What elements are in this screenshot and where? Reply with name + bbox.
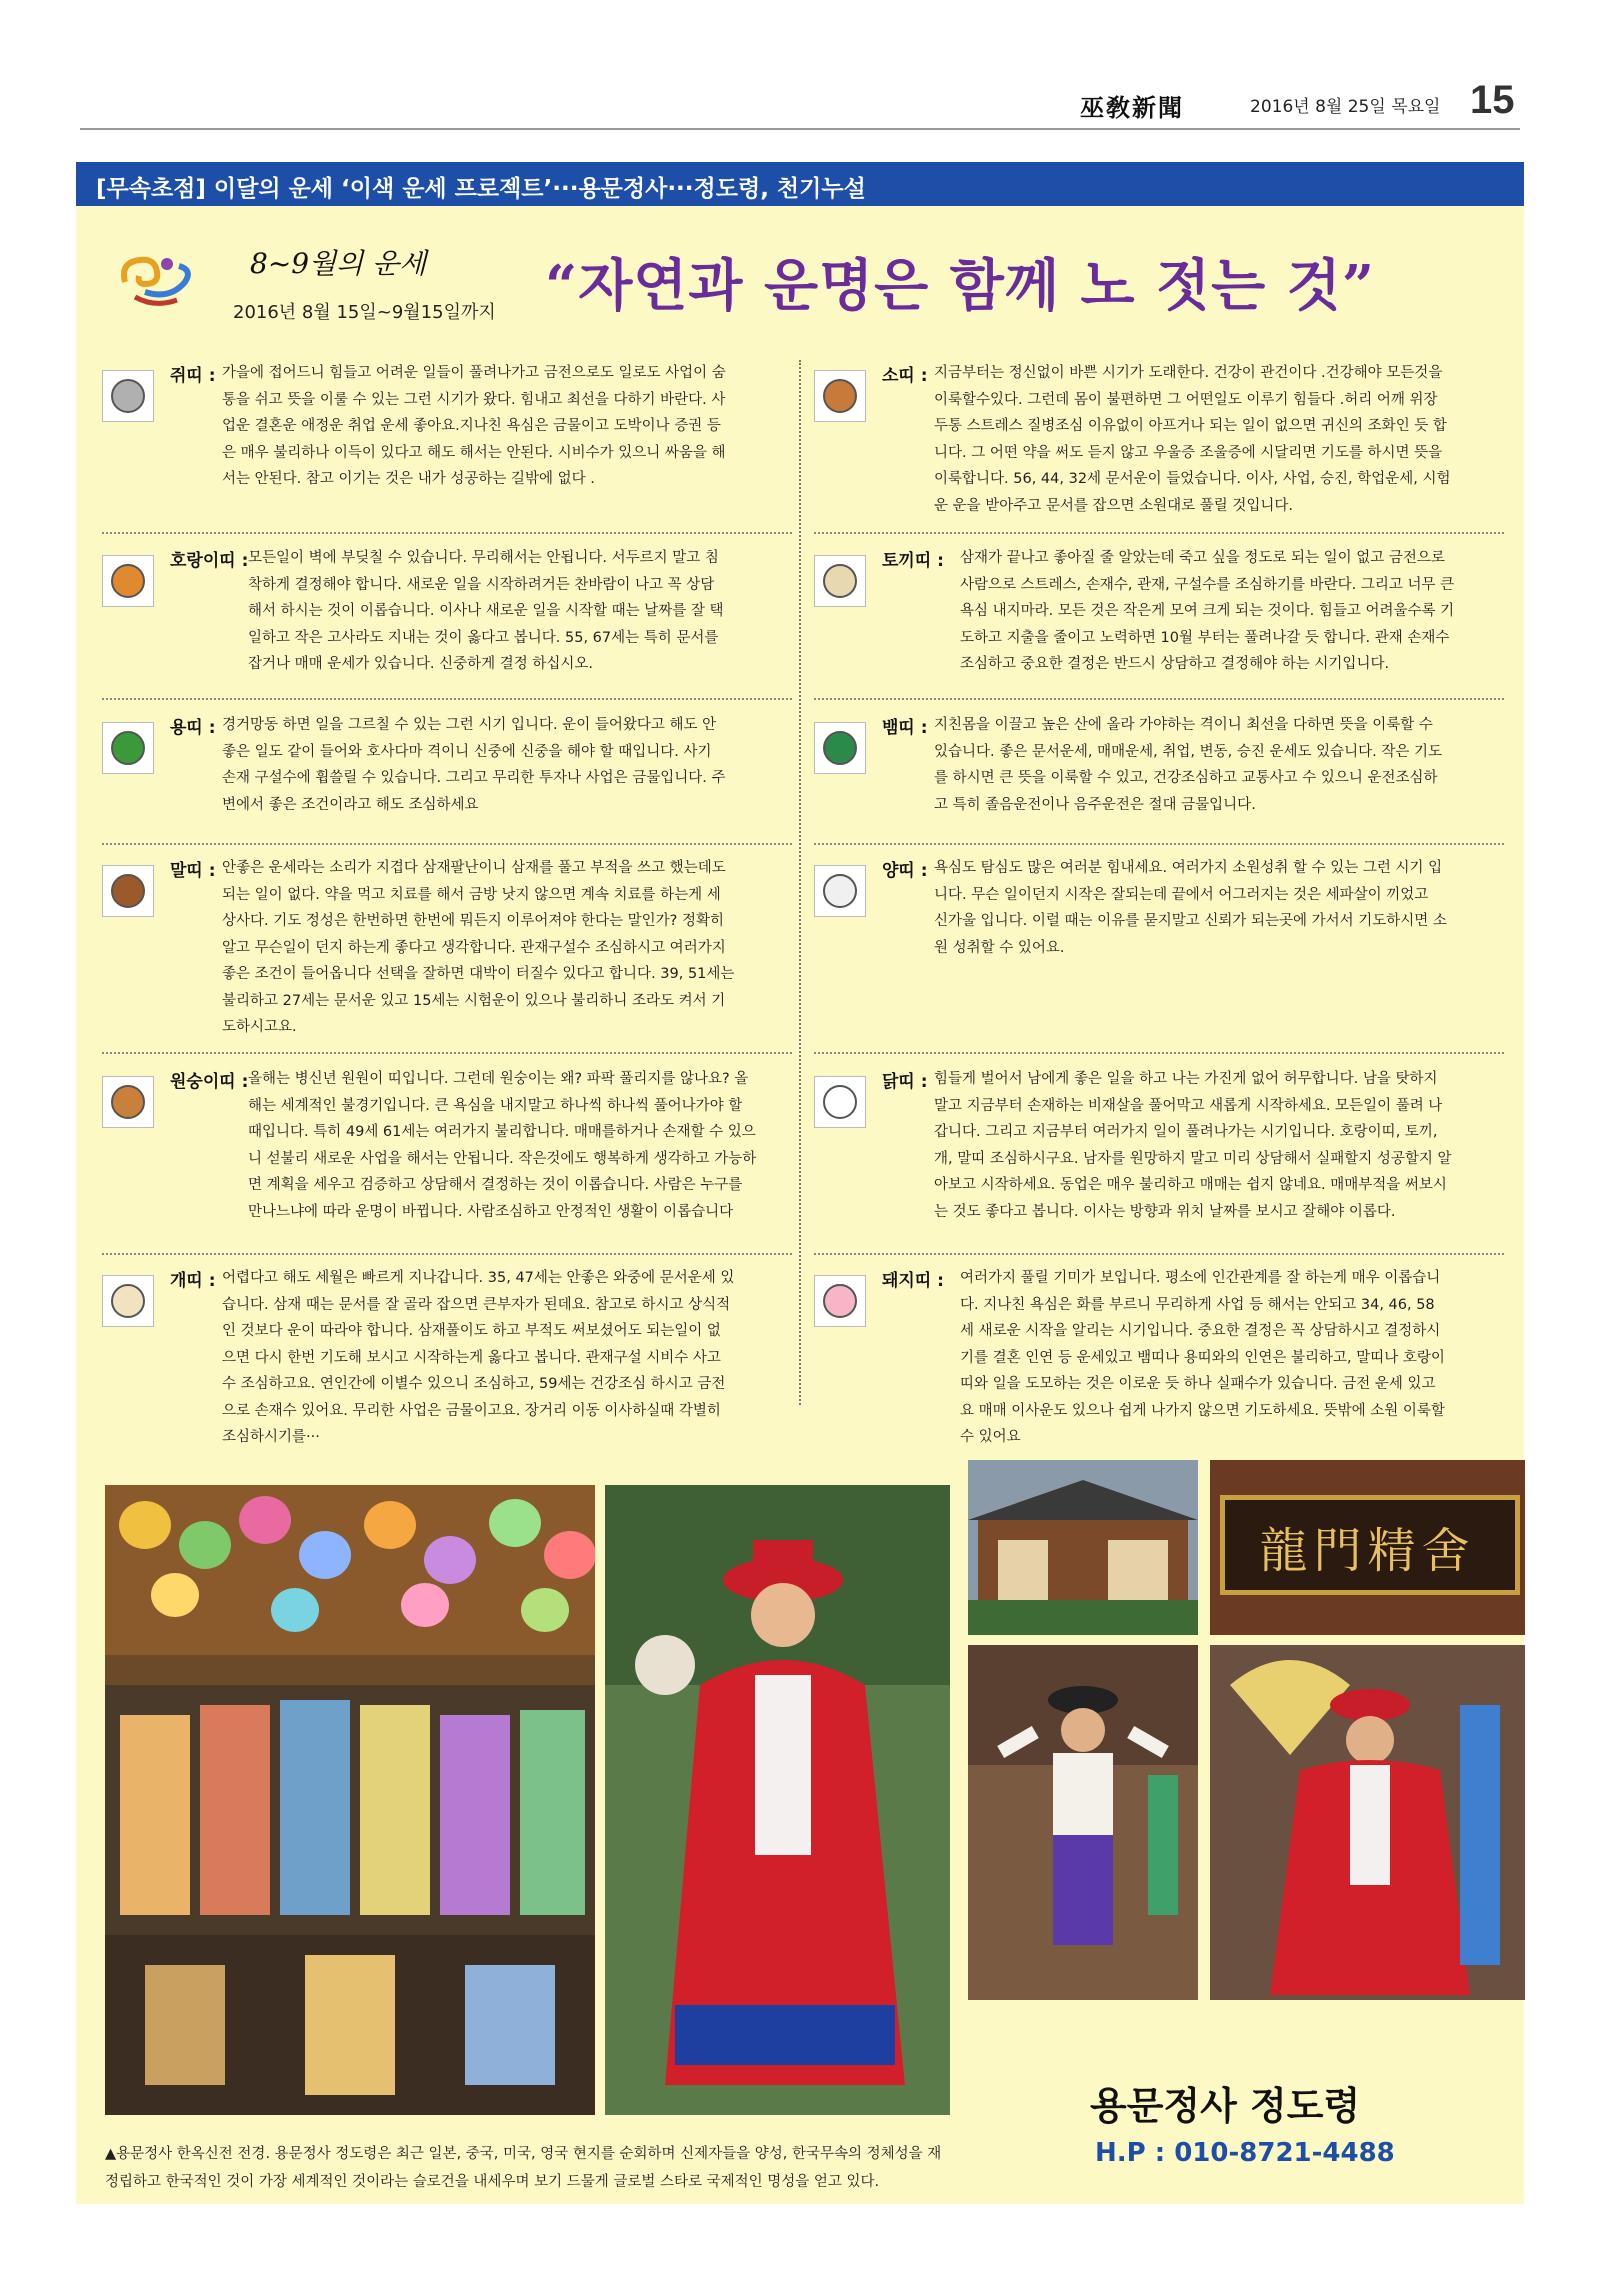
fortune-line: 를 하시면 큰 뜻을 이룩할 수 있고, 건강조심하고 교통사고 수 있으니 운전조심하: [934, 770, 1438, 786]
entry-separator: [102, 843, 792, 845]
fortune-line: 으로 손재수 있어요. 무리한 사업은 금물이고요. 장거리 이동 이사하실때 각별히: [222, 1402, 721, 1419]
fortune-line: 도하시고요.: [222, 1019, 297, 1035]
fortune-line: 여러가지 풀릴 기미가 보입니다. 평소에 인간관계를 잘 하는게 매우 이롭습니: [960, 1270, 1441, 1286]
fortune-text: [934, 712, 1484, 818]
fortune-text: [960, 1265, 1484, 1451]
fortune-line: 니다. 그 어떤 약을 써도 듣지 않고 우울증 조울증에 시달리면 기도를 하시면 뜻을: [934, 444, 1443, 461]
fortune-line: 올해는 병신년 원원이 띠입니다. 그런데 원숭이는 왜? 파팍 풀리지를 않나요? 올: [248, 1071, 749, 1087]
fortune-line: 서는 안된다. 참고 이기는 것은 내가 성공하는 길밖에 없다 .: [222, 471, 595, 487]
fortune-line: 이룩합니다. 56, 44, 32세 문서운이 들었습니다. 이사, 사업, 승진, 학업운세, 시험: [934, 471, 1451, 487]
fortune-line: 두통 스트레스 질병조심 이유없이 아프거나 되는 일이 없으면 귀신의 조화인 듯 합: [934, 418, 1447, 434]
fortune-line: 지친몸을 이끌고 높은 산에 올라 가야하는 격이니 최선을 다하면 뜻을 이룩할 수: [934, 717, 1433, 733]
zodiac-name: 쥐띠 :: [170, 366, 216, 386]
fortune-line: 모든일이 벽에 부딪칠 수 있습니다. 무리해서는 안됩니다. 서두르지 말고 침: [248, 550, 719, 566]
entry-separator: [814, 1052, 1504, 1054]
fortune-line: 경거망동 하면 일을 그르칠 수 있는 그런 시기 입니다. 운이 들어왔다고 해도 안: [222, 717, 717, 733]
fortune-line: 세 새로운 시작을 알리는 시기입니다. 중요한 결정은 꼭 상담하시고 결정하시: [960, 1323, 1441, 1339]
zodiac-name: 용띠 :: [170, 718, 216, 738]
issue-date: 2016년 8월 25일 목요일: [1250, 97, 1441, 117]
fortune-line: 때입니다. 특히 49세 61세는 여러가지 불리합니다. 매매를하거나 손재할 수 있으: [248, 1124, 756, 1140]
fortune-line: 기를 결혼 인연 등 운세있고 뱀띠나 용띠와의 인연은 불리하고, 말띠나 호랑이: [960, 1349, 1445, 1366]
zodiac-face: [823, 1284, 857, 1318]
entry-separator: [814, 532, 1504, 534]
fortune-line: 일하고 작은 고사라도 지내는 것이 옳다고 봅니다. 55, 67세는 특히 문서를: [248, 629, 719, 646]
entry-separator: [102, 1253, 792, 1255]
fortune-line: 이룩할수있다. 그런데 몸이 불편하면 그 어떤일도 이루기 힘들다 .허리 어깨 위장: [934, 391, 1438, 408]
fortune-line: 수 있어요: [960, 1429, 1021, 1445]
fortune-line: 힘들게 벌어서 남에게 좋은 일을 하고 나는 가진게 없어 허무합니다. 남을 탓하지: [934, 1071, 1438, 1087]
zodiac-face: [823, 874, 857, 908]
fortune-line: 수 조심하고요. 연인간에 이별수 있으니 조심하고, 59세는 건강조심 하시고 금전: [222, 1376, 726, 1392]
zodiac-face: [111, 731, 145, 765]
shaman-name: 용문정사 정도령: [1090, 2084, 1361, 2128]
rat-icon: [102, 370, 154, 422]
fortune-line: 니 섣불리 새로운 사업을 해서는 안됩니다. 작은것에도 행복하게 생각하고 가능하: [248, 1150, 757, 1167]
page-number: 15: [1470, 78, 1515, 122]
hanok-building-photo: [968, 1460, 1198, 1635]
zodiac-name: 호랑이띠 :: [170, 551, 249, 571]
cloud-swirl-logo-icon: [115, 242, 195, 312]
masthead: 巫敎新聞: [1080, 93, 1184, 122]
fortune-line: 원 성취할 수 있어요.: [934, 939, 1065, 956]
banner-title: [무속초점] 이달의 운세 ‘이색 운세 프로젝트’···용문정사···정도령, 천기누설: [96, 176, 866, 202]
tiger-icon: [102, 555, 154, 607]
fortune-line: 상사다. 기도 정성은 한번하면 한번에 뭐든지 이루어져야 한다는 말인가? 정확히: [222, 913, 725, 929]
photo-caption-line-2: 정립하고 한국적인 것이 가장 세계적인 것이라는 슬로건을 내세우며 보기 드물게 글로벌 스타로 국제적인 명성을 얻고 있다.: [105, 2174, 880, 2190]
zodiac-name: 돼지띠 :: [882, 1271, 944, 1291]
fortune-text: [934, 855, 1484, 961]
fortune-subtitle: 8~9월의 운세: [250, 247, 427, 280]
entry-separator: [814, 698, 1504, 700]
fortune-line: 습니다. 삼재 때는 문서를 잘 골라 잡으면 큰부자가 된데요. 참고로 하시고 상식적: [222, 1296, 731, 1313]
zodiac-name: 개띠 :: [170, 1271, 216, 1291]
ox-icon: [814, 370, 866, 422]
fortune-line: 요 매매 이사운도 있으나 쉽게 나가지 않으면 기도하세요. 뜻밖에 소원 이룩할: [960, 1402, 1445, 1419]
shrine-interior-photo: [105, 1485, 595, 2115]
header-rule: [80, 128, 1520, 130]
entry-separator: [814, 1253, 1504, 1255]
column-divider: [799, 360, 801, 1405]
fortune-line: 다. 지나친 욕심은 화를 부르니 무리하게 사업 등 해서는 안되고 34, 46, 58: [960, 1296, 1435, 1313]
fortune-line: 도하고 지출을 줄이고 노력하면 10월 부터는 풀려나갈 듯 합니다. 관재 손재수: [960, 629, 1450, 646]
fortune-text: [222, 1265, 768, 1451]
fortune-line: 만나느냐에 따라 운명이 바뀝니다. 사람조심하고 안정적인 생활이 이롭습니다: [248, 1203, 734, 1220]
fortune-line: 은 매우 불리하나 이득이 있다고 해도 해서는 안된다. 시비수가 있으니 싸움을 해: [222, 444, 726, 461]
fortune-line: 으면 다시 한번 기도해 보시고 시작하는게 옳다고 봅니다. 관재구설 시비수 사고: [222, 1349, 721, 1366]
fortune-line: 알고 무슨일이 던지 하는게 좋다고 생각합니다. 관재구설수 조심하시고 여러가지: [222, 939, 726, 956]
sheep-icon: [814, 865, 866, 917]
zodiac-face: [111, 1284, 145, 1318]
fortune-text: [960, 545, 1484, 678]
dragon-icon: [102, 722, 154, 774]
entry-separator: [814, 843, 1504, 845]
rooster-icon: [814, 1076, 866, 1128]
headline: “자연과 운명은 함께 노 젓는 것”: [545, 253, 1376, 319]
fortune-line: 통을 쉬고 뜻을 이룰 수 있는 그런 시기가 왔다. 힘내고 최선을 다하기 바란다. 사: [222, 391, 726, 408]
zodiac-name: 말띠 :: [170, 861, 216, 881]
fortune-line: 아보고 시작하세요. 동업은 매우 불리하고 매매는 쉽지 않네요. 매매부적을 써보시: [934, 1177, 1447, 1193]
zodiac-name: 토끼띠 :: [882, 551, 944, 571]
zodiac-name: 닭띠 :: [882, 1072, 928, 1092]
fortune-text: [934, 1066, 1484, 1225]
fortune-line: 사람으로 스트레스, 손재수, 관재, 구설수를 조심하기를 바란다. 그리고 너무 큰: [960, 576, 1455, 593]
signboard-text: 龍門精舍: [1259, 1523, 1476, 1579]
fortune-line: 좋은 일도 같이 들어와 호사다마 격이니 신중에 신중을 해야 할 때입니다. 사기: [222, 743, 712, 760]
zodiac-name: 양띠 :: [882, 861, 928, 881]
fortune-line: 욕심도 탐심도 많은 여러분 힘내세요. 여러가지 소원성취 할 수 있는 그런 시기 입: [934, 860, 1443, 876]
fortune-line: 운 운을 받아주고 문서를 잡으면 소원대로 풀릴 것입니다.: [934, 497, 1294, 514]
snake-icon: [814, 722, 866, 774]
fortune-text: [222, 360, 768, 493]
fortune-text: [934, 360, 1484, 519]
zodiac-name: 소띠 :: [882, 366, 928, 386]
fortune-line: 니다. 무슨 일이던지 시작은 잘되는데 끝에서 어그러지는 것은 세파살이 끼었고: [934, 886, 1429, 903]
fortune-text: [222, 855, 768, 1041]
shaman-portrait-photo: [605, 1485, 950, 2115]
fortune-line: 해서 하시는 것이 이롭습니다. 이사나 새로운 일을 시작할 때는 날짜를 잘 택: [248, 603, 724, 619]
fortune-line: 안좋은 운세라는 소리가 지겹다 삼재팔난이니 삼재를 풀고 부적을 쓰고 했는데도: [222, 860, 726, 876]
dog-icon: [102, 1275, 154, 1327]
fortune-line: 업운 결혼운 애정운 취업 운세 좋아요.지나친 욕심은 금물이고 도박이나 증권 등: [222, 418, 721, 434]
shaman-raising-arms-photo: [968, 1645, 1198, 2000]
fortune-line: 조심하고 중요한 결정은 반드시 상담하고 결정해야 하는 시기입니다.: [960, 656, 1390, 672]
fortune-line: 되는 일이 없다. 약을 먹고 치료를 해서 금방 낫지 않으면 계속 치료를 하는게 세: [222, 886, 721, 903]
fortune-line: 삼재가 끝나고 좋아질 줄 알았는데 죽고 싶을 정도로 되는 일이 없고 금전으로: [960, 550, 1445, 566]
fortune-line: 있습니다. 좋은 문서운세, 매매운세, 취업, 변동, 승진 운세도 있습니다. 작은 기도: [934, 743, 1442, 760]
zodiac-face: [823, 1085, 857, 1119]
fortune-line: 변에서 좋은 조건이라고 해도 조심하세요: [222, 796, 479, 813]
fortune-text: [248, 545, 768, 678]
fortune-text: [222, 712, 768, 818]
entry-separator: [102, 698, 792, 700]
fortune-line: 손재 구설수에 휩쓸릴 수 있습니다. 그리고 무리한 투자나 사업은 금물입니다. 주: [222, 770, 726, 786]
section-banner: [76, 162, 1524, 206]
pig-icon: [814, 1275, 866, 1327]
zodiac-face: [823, 731, 857, 765]
entry-separator: [102, 1052, 792, 1054]
fortune-line: 신가울 입니다. 이럴 때는 이유를 묻지말고 신뢰가 되는곳에 가서서 기도하시면 소: [934, 913, 1447, 929]
fortune-line: 좋은 조건이 들어옵니다 선택을 잘하면 대박이 터질수 있다고 합니다. 39, 51세는: [222, 966, 735, 982]
shaman-with-fan-photo: [1210, 1645, 1525, 2000]
zodiac-face: [111, 564, 145, 598]
fortune-line: 불리하고 27세는 문서운 있고 15세는 시험운이 있으나 불리하니 조라도 켜서 기: [222, 992, 726, 1009]
fortune-line: 고 특히 졸음운전이나 음주운전은 절대 금물입니다.: [934, 796, 1256, 813]
fortune-line: 가을에 접어드니 힘들고 어려운 일들이 풀려나가고 금전으로도 일로도 사업이 숨: [222, 365, 726, 381]
photo-caption-line-1: ▲용문정사 한옥신전 전경. 용문정사 정도령은 최근 일본, 중국, 미국, 영국 현지를 순회하며 신제자들을 양성, 한국무속의 정체성을 재: [105, 2146, 942, 2162]
zodiac-face: [823, 564, 857, 598]
fortune-line: 욕심 내지마라. 모든 것은 작은게 모여 크게 되는 것이다. 힘들고 어려울수록 기: [960, 603, 1455, 619]
fortune-line: 띠와 일을 도모하는 것은 이로운 듯 하나 실패수가 있습니다. 금전 운세 있고: [960, 1376, 1436, 1392]
fortune-line: 조심하시기를···: [222, 1429, 320, 1445]
rabbit-icon: [814, 555, 866, 607]
fortune-line: 말고 지금부터 손재하는 비재살을 풀어막고 새롭게 시작하세요. 모든일이 풀려 나: [934, 1097, 1443, 1114]
temple-signboard-photo: [1210, 1460, 1525, 1635]
fortune-line: 갑니다. 그리고 지금부터 여러가지 일이 풀려나가는 시기입니다. 호랑이띠, 토끼,: [934, 1124, 1438, 1140]
fortune-line: 잡거나 매매 운세가 있습니다. 신중하게 결정 하십시오.: [248, 656, 594, 672]
fortune-line: 면 계획을 세우고 검증하고 상담해서 결정하는 것이 이롭습니다. 사람은 누구를: [248, 1177, 743, 1193]
zodiac-face: [111, 874, 145, 908]
horse-icon: [102, 865, 154, 917]
monkey-icon: [102, 1076, 154, 1128]
zodiac-face: [823, 379, 857, 413]
zodiac-face: [111, 379, 145, 413]
fortune-line: 지금부터는 정신없이 바쁜 시기가 도래한다. 건강이 관건이다 .건강해야 모든것을: [934, 365, 1443, 381]
fortune-period: 2016년 8월 15일~9월15일까지: [233, 302, 496, 323]
fortune-line: 착하게 결정해야 합니다. 새로운 일을 시작하려거든 찬바람이 나고 꼭 상담: [248, 576, 715, 593]
zodiac-name: 뱀띠 :: [882, 718, 928, 738]
fortune-line: 인 것보다 운이 따라야 합니다. 삼재풀이도 하고 부적도 써보셨어도 되는일이 없: [222, 1323, 721, 1339]
fortune-line: 는 것도 좋다고 봅니다. 이사는 방향과 위치 날짜를 보시고 잘해야 이롭다.: [934, 1203, 1396, 1220]
fortune-line: 개, 말띠 조심하시구요. 남자를 원망하지 말고 미리 상담해서 실패할지 성공할지 알: [934, 1150, 1452, 1167]
zodiac-name: 원숭이띠 :: [170, 1072, 249, 1092]
entry-separator: [102, 532, 792, 534]
fortune-text: [248, 1066, 768, 1225]
fortune-line: 해는 세계적인 불경기입니다. 큰 욕심을 내지말고 하나씩 하나씩 풀어나가야 할: [248, 1097, 743, 1114]
phone-number: H.P : 010-8721-4488: [1095, 2138, 1395, 2168]
fortune-line: 어렵다고 해도 세월은 빠르게 지나갑니다. 35, 47세는 안좋은 와중에 문서운세 있: [222, 1270, 735, 1286]
zodiac-face: [111, 1085, 145, 1119]
